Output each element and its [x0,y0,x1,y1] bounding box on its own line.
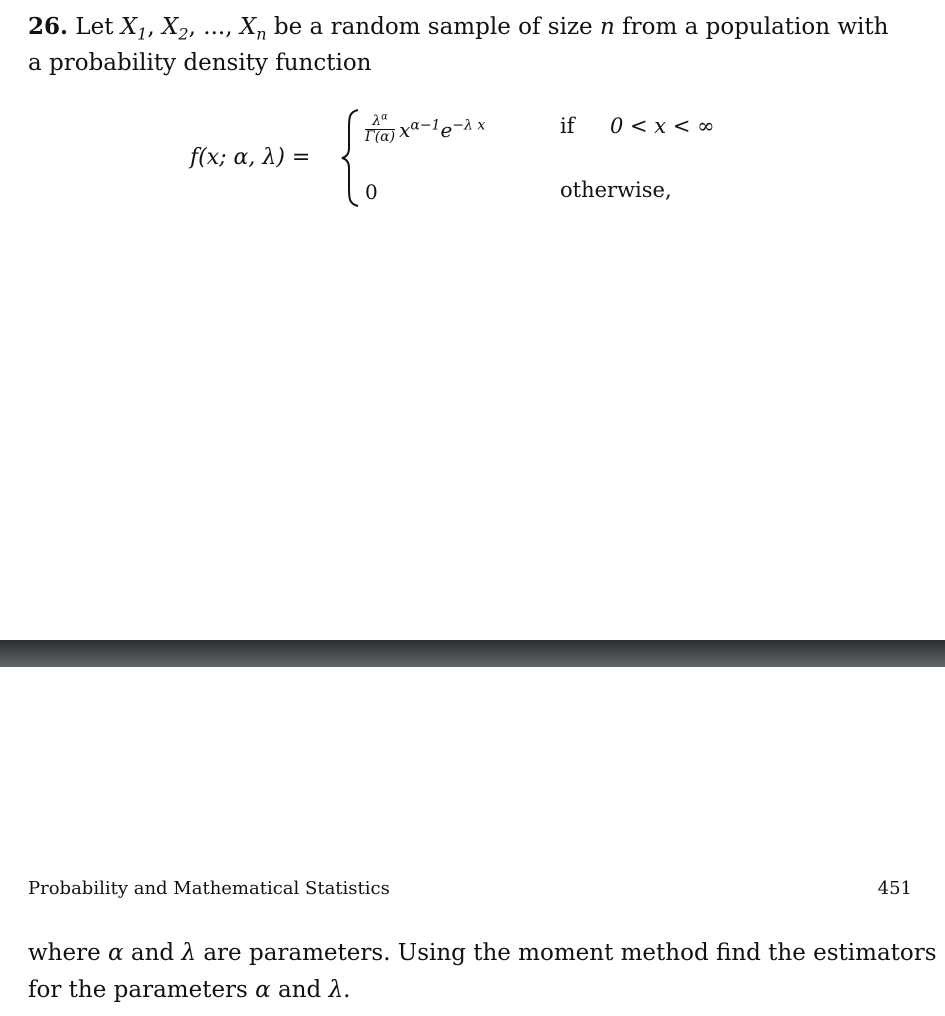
lambda-symbol-2: λ [328,977,344,1003]
density-formula [190,108,790,218]
page-separator [0,640,945,667]
left-brace [340,108,362,208]
case1-range: 0 < x < ∞ [610,114,715,138]
ellipsis: ..., [203,14,233,40]
power-x: $x^{\alpha-1}$ [399,116,441,142]
continuation-text-line-2: for the parameters α and λ. [28,977,351,1003]
problem-statement: 26. Let $X_1$, $X_2$, ..., $X_n$ be a random sample of size n from a population with [28,13,889,44]
power-e: $e^{-\lambda x}$ [440,116,486,142]
running-footer-title: Probability and Mathematical Statistics [28,878,390,899]
var-x1: $X_1$ [120,14,148,44]
intro-word: Let [75,14,114,40]
phrase-1: be a random sample of size [273,14,593,40]
var-xn: $X_n$ [239,14,267,44]
phrase-2: from a population with [622,14,889,40]
case1-expression [365,111,486,145]
problem-number: 26. [28,13,69,40]
case2-condition: otherwise, [560,178,672,202]
fraction-denominator: Γ(α) [365,129,396,145]
fraction-numerator: $\lambda^\alpha$ [365,114,395,130]
formula-lhs: f(x; α, λ) = [190,145,311,170]
problem-statement-line-2: a probability density function [28,50,372,76]
case1-if: if [560,114,575,138]
var-x2: $X_2$ [162,14,189,44]
fraction [365,111,396,145]
continuation-text: where α and λ are parameters. Using the moment method find the estimators [28,940,937,966]
case2-value: 0 [365,180,378,204]
lambda-symbol: λ [181,940,197,966]
alpha-symbol-2: α [255,977,271,1003]
alpha-symbol: α [108,940,124,966]
var-n: n [599,14,615,40]
page-number: 451 [877,878,912,899]
